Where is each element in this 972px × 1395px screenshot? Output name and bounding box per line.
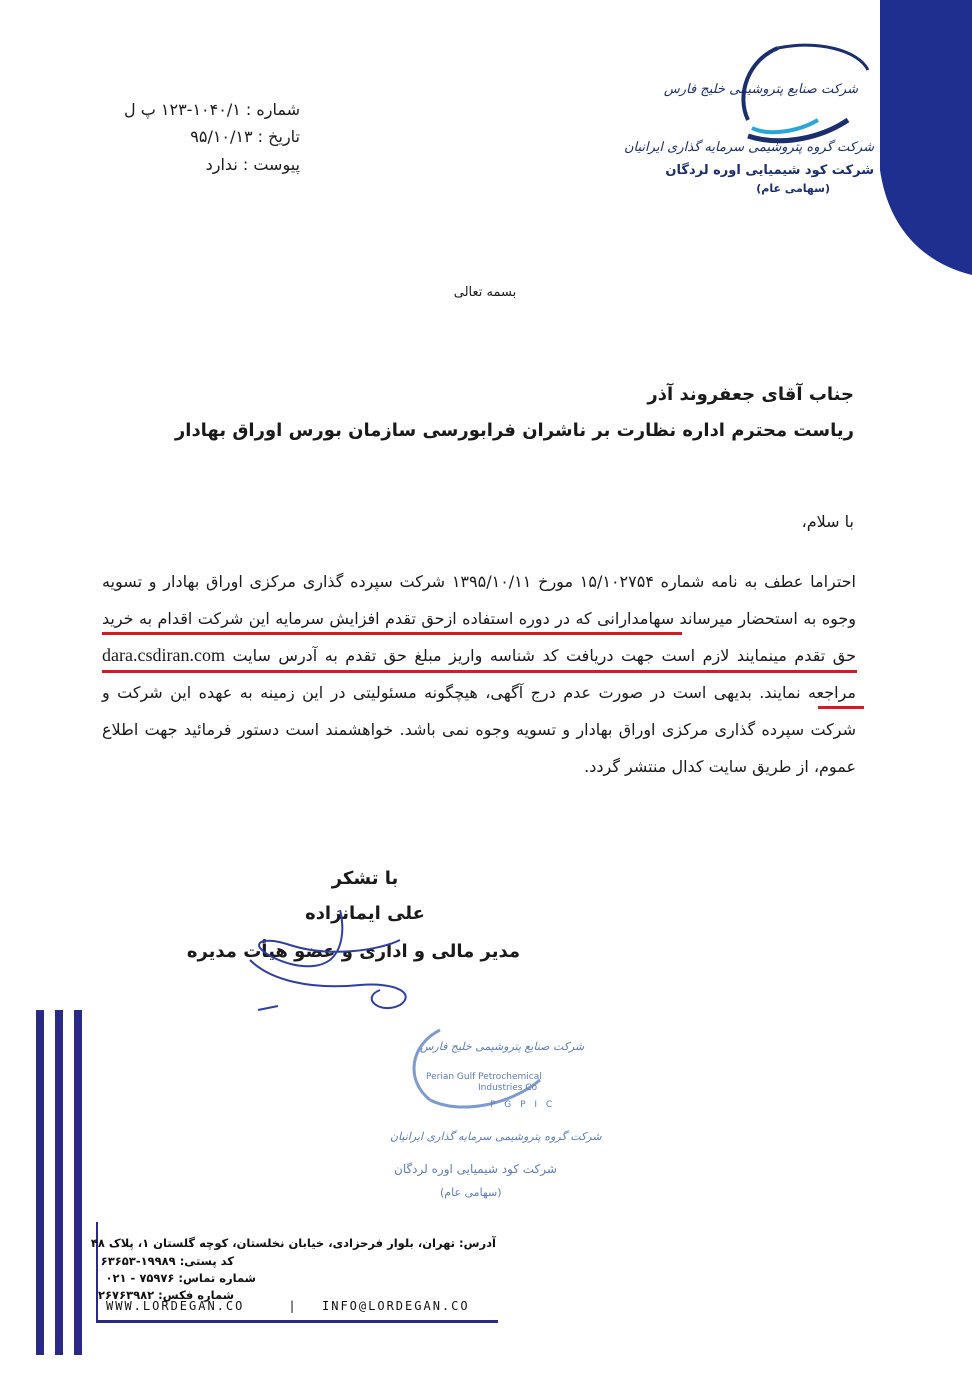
red-underline-1 — [102, 632, 682, 635]
logo-group-text: شرکت گروه پتروشیمی سرمایه گذاری ایرانیان — [623, 140, 874, 155]
footer-postcode: کد پستی: ۱۹۹۸۹-۶۳۶۵۳ — [100, 1254, 234, 1268]
website-link: dara.csdiran.com — [102, 645, 225, 665]
logo-company-text: شرکت کود شیمیایی اوره لردگان — [665, 163, 874, 178]
logo-persian-gulf-text: شرکت صنایع پتروشیمی خلیج فارس — [663, 82, 858, 97]
stamp-line-2: Perian Gulf Petrochemical — [426, 1072, 542, 1082]
addressee-title: ریاست محترم اداره نظارت بر ناشران فرابورسی سازمان بورس اوراق بهادار — [174, 420, 854, 441]
company-logo — [623, 40, 878, 200]
addressee-name: جناب آقای جعفروند آذر — [647, 384, 854, 405]
footer-email: INFO@LORDEGAN.CO — [322, 1299, 470, 1313]
signatory-position: مدیر مالی و اداری و عضو هیأت مدیره — [186, 941, 520, 962]
greeting: با سلام، — [801, 512, 854, 531]
closing-thanks: با تشکر — [331, 868, 399, 889]
footer-border-bottom — [96, 1320, 498, 1323]
red-underline-2 — [102, 670, 857, 673]
letter-body-part-2: مراجعه نمایند. بدیهی است در صورت عدم درج آگهی، هیچگونه مسئولیتی در این زمینه به عهده این شرکت و شرکت سپرده گذاری مرکزی اوراق بهادار و تسویه وجوه نمی باشد. خواهشمند است دستور فرمائید جهت اطلاع عموم، از طریق سایت کدال منتشر گردد. — [102, 683, 856, 776]
footer-address: آدرس: تهران، بلوار فرحزادی، خیابان نخلستان، کوچه گلستان ۱، پلاک ۴۸ — [90, 1236, 496, 1250]
company-stamp — [380, 1010, 602, 1210]
footer-separator: | — [290, 1299, 295, 1313]
letter-number: شماره : ۱۰۴۰/۱-۱۲۳ پ ل — [124, 100, 300, 119]
stamp-line-1: شرکت صنایع پتروشیمی خلیج فارس — [420, 1040, 585, 1053]
stamp-line-5: شرکت گروه پتروشیمی سرمایه گذاری ایرانیان — [390, 1130, 602, 1143]
red-underline-3 — [818, 706, 864, 709]
letter-attachment: پیوست : ندارد — [205, 155, 300, 174]
decorative-bar-2 — [55, 1010, 63, 1355]
footer-fax: شماره فکس: ۲۶۷۶۳۹۸۲ — [98, 1288, 234, 1302]
decorative-bar-1 — [36, 1010, 44, 1355]
basmala: بسمه تعالی — [453, 285, 517, 300]
footer-website: WWW.LORDEGAN.CO — [106, 1299, 245, 1313]
decorative-bar-3 — [74, 1010, 82, 1355]
stamp-line-4: P G P I C — [490, 1100, 556, 1110]
signatory-name: علی ایمانزاده — [305, 903, 425, 924]
footer-phone: شماره تماس: ۷۵۹۷۶ - ۰۲۱ — [105, 1271, 256, 1285]
letter-body — [102, 563, 856, 785]
letter-date: تاریخ : ۹۵/۱۰/۱۳ — [190, 127, 300, 146]
stamp-line-6: شرکت کود شیمیایی اوره لردگان — [394, 1162, 557, 1176]
corner-decoration — [880, 0, 972, 275]
letter-body-part-1: احتراما عطف به نامه شماره ۱۵/۱۰۲۷۵۴ مورخ ۱۳۹۵/۱۰/۱۱ شرکت سپرده گذاری مرکزی اوراق بهادار و تسویه وجوه به استحضار میرساند سهامدارانی که در دوره استفاده ازحق تقدم افزایش سرمایه این شرکت اقدام به خرید حق تقدم مینمایند لازم است جهت دریافت کد شناسه واریز مبلغ حق تقدم به آدرس سایت — [102, 572, 857, 665]
logo-legal-text: (سهامی عام) — [756, 182, 830, 195]
stamp-line-7: (سهامی عام) — [440, 1186, 502, 1199]
stamp-line-3: Industries Co — [478, 1083, 538, 1093]
stamp-swoosh-icon — [400, 1020, 550, 1110]
